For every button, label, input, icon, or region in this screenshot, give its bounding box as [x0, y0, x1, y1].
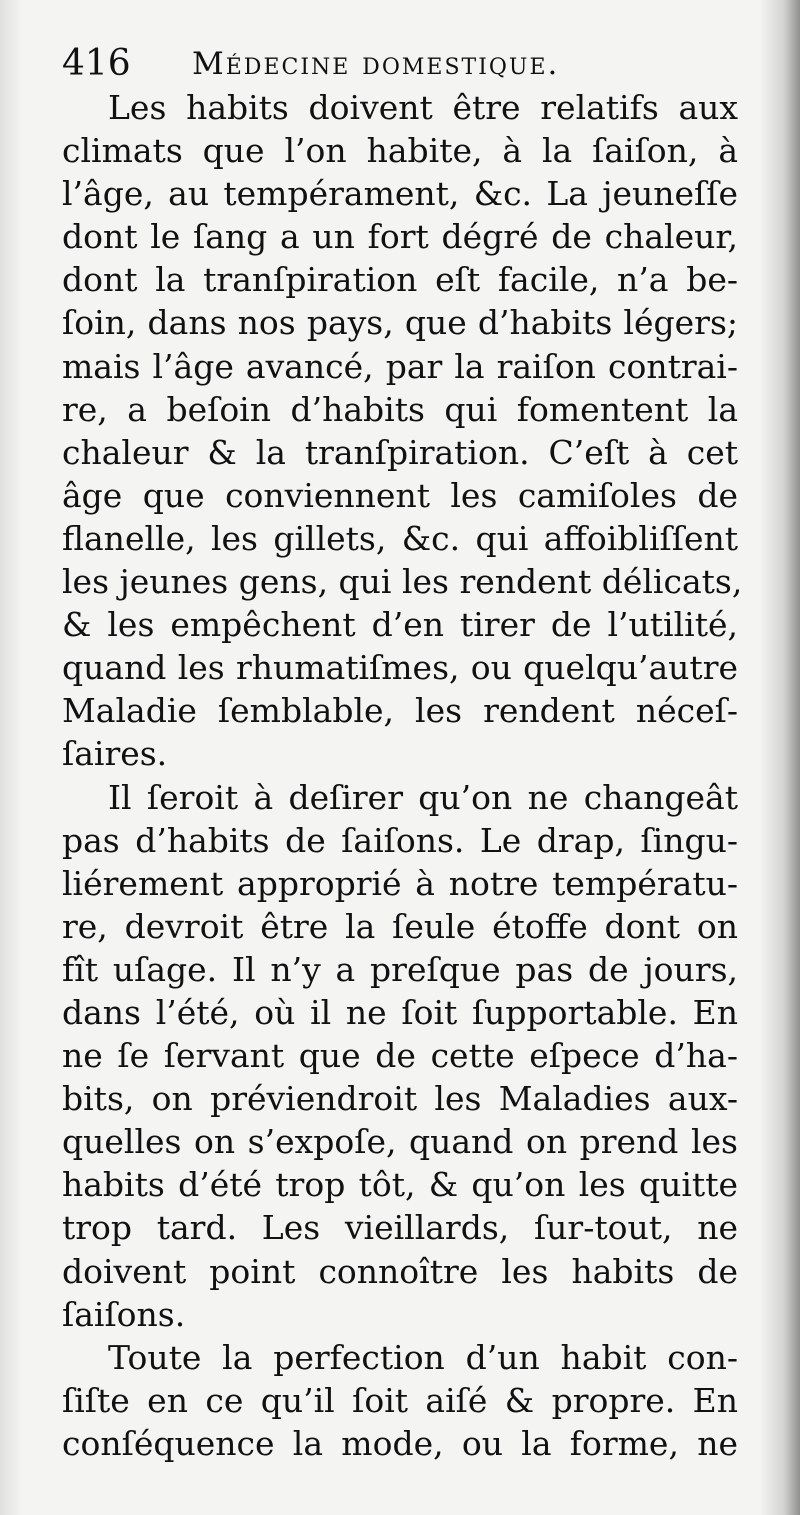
text-line: ſaiſons.: [62, 1294, 186, 1334]
text-line: les jeunes gens, qui les rendent délicats,: [62, 562, 743, 602]
text-line: fît uſage. Il n’y a preſque pas de jours,: [62, 949, 738, 989]
text-line: doivent point connoître les habits de: [62, 1251, 738, 1291]
page-header: [62, 42, 742, 86]
text-line: re, devroit être la ſeule étoffe dont on: [62, 906, 738, 946]
text-line: mais l’âge avancé, par la raiſon contrai-: [62, 346, 738, 386]
text-line: pas d’habits de ſaiſons. Le drap, ſingu-: [62, 820, 738, 860]
text-line: conſéquence la mode, ou la forme, ne: [62, 1423, 738, 1463]
text-line: ne ſe ſervant que de cette eſpece d’ha-: [62, 1036, 738, 1076]
text-line: Il ſeroit à deſirer qu’on ne changeât: [108, 777, 738, 817]
text-line: dont le ſang a un fort dégré de chaleur,: [62, 217, 738, 257]
text-line: ſiſte en ce qu’il ſoit aiſé & propre. En: [62, 1380, 738, 1420]
text-line: chaleur & la tranſpiration. C’eſt à cet: [62, 432, 738, 472]
text-line: dont la tranſpiration eſt facile, n’a be-: [62, 260, 738, 300]
text-line: & les empêchent d’en tirer de l’utilité,: [62, 605, 738, 645]
text-line: âge que conviennent les camiſoles de: [62, 475, 738, 515]
text-line: climats que l’on habite, à la ſaiſon, à: [62, 131, 738, 171]
text-line: dans l’été, où il ne ſoit ſupportable. En: [62, 992, 738, 1032]
text-line: trop tard. Les vieillards, ſur-tout, ne: [62, 1208, 738, 1248]
page-number: 416: [62, 43, 131, 84]
page-gutter-shadow: [0, 0, 22, 1515]
text-line: quelles on s’expoſe, quand on prend les: [62, 1122, 738, 1162]
text-line: habits d’été trop tôt, & qu’on les quitte: [62, 1165, 738, 1205]
text-line: quand les rhumatiſmes, ou quelqu’autre: [62, 648, 738, 688]
text-line: Maladie ſemblable, les rendent néceſ-: [62, 691, 738, 731]
text-line: flanelle, les gillets, &c. qui affoibliſſent: [62, 518, 738, 558]
text-line: bits, on préviendroit les Maladies aux-: [62, 1079, 738, 1119]
text-line: re, a beſoin d’habits qui fomentent la: [62, 389, 738, 429]
page-edge-shadow: [760, 0, 800, 1515]
text-line: Toute la perfection d’un habit con-: [108, 1337, 738, 1377]
text-line: ſaires.: [62, 734, 168, 774]
running-title: Médecine domestique.: [192, 46, 560, 82]
text-line: ſoin, dans nos pays, que d’habits légers;: [62, 303, 738, 343]
text-line: l’âge, au tempérament, &c. La jeuneſſe: [62, 174, 738, 214]
text-line: liérement approprié à notre températu-: [62, 863, 738, 903]
body-text: [62, 86, 743, 1465]
text-line: Les habits doivent être relatifs aux: [108, 88, 738, 127]
